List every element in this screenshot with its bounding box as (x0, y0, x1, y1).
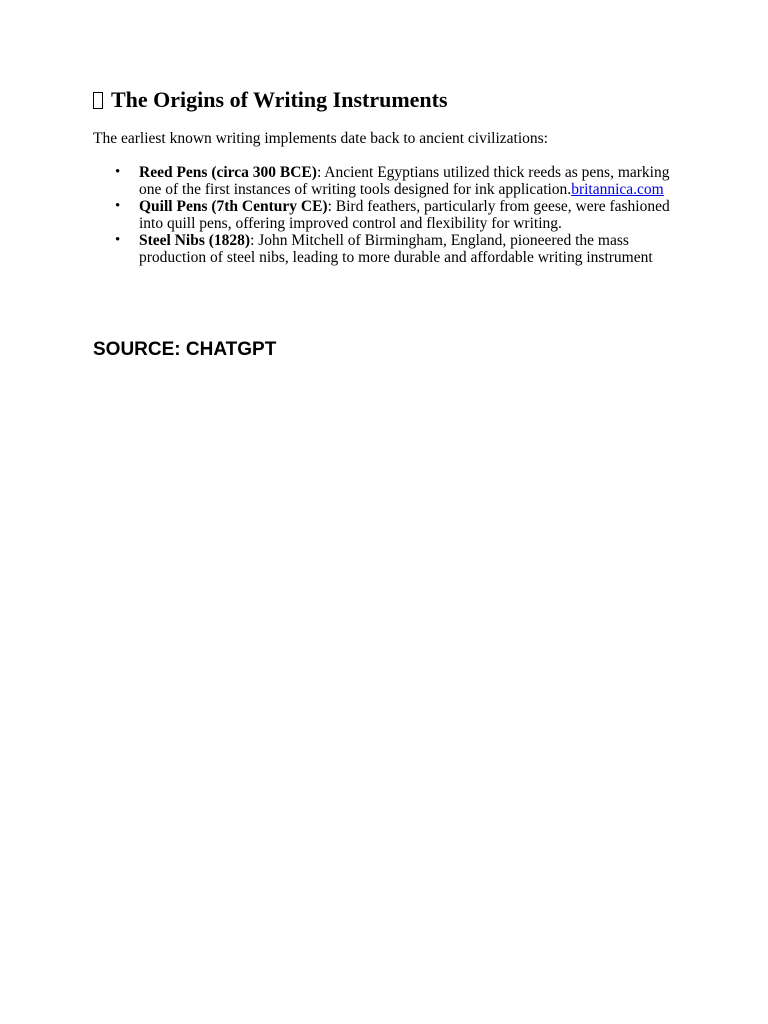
list-item-quill-pens (93, 198, 683, 232)
bullet-icon: • (115, 232, 121, 248)
bullet-icon: • (115, 198, 121, 214)
citation-link[interactable]: britannica.com (571, 181, 664, 198)
missing-glyph-icon (93, 92, 103, 109)
page-title (93, 86, 448, 114)
page-title-text: The Origins of Writing Instruments (111, 87, 448, 112)
list-item-steel-nibs (93, 232, 683, 266)
bullet-icon: • (115, 164, 121, 180)
bullet-text: : Ancient Egyptians utilized thick reeds as pens, marking one of the first instances of writing tools designed for ink application. (139, 164, 670, 198)
bullet-text: : Bird feathers, particularly from geese, were fashioned into quill pens, offering improved control and flexibility for writing. (139, 198, 670, 232)
intro-paragraph: The earliest known writing implements date back to ancient civilizations: (93, 130, 548, 147)
bullet-text: : John Mitchell of Birmingham, England, pioneered the mass production of steel nibs, leading to more durable and affordable writing instrument (139, 232, 653, 266)
list-item-reed-pens (93, 164, 683, 198)
bullet-heading: Reed Pens (circa 300 BCE) (139, 164, 317, 181)
bullet-heading: Quill Pens (7th Century CE) (139, 198, 328, 215)
bullet-heading: Steel Nibs (1828) (139, 232, 251, 249)
source-label: SOURCE: CHATGPT (93, 339, 277, 360)
bullet-list (93, 164, 683, 266)
